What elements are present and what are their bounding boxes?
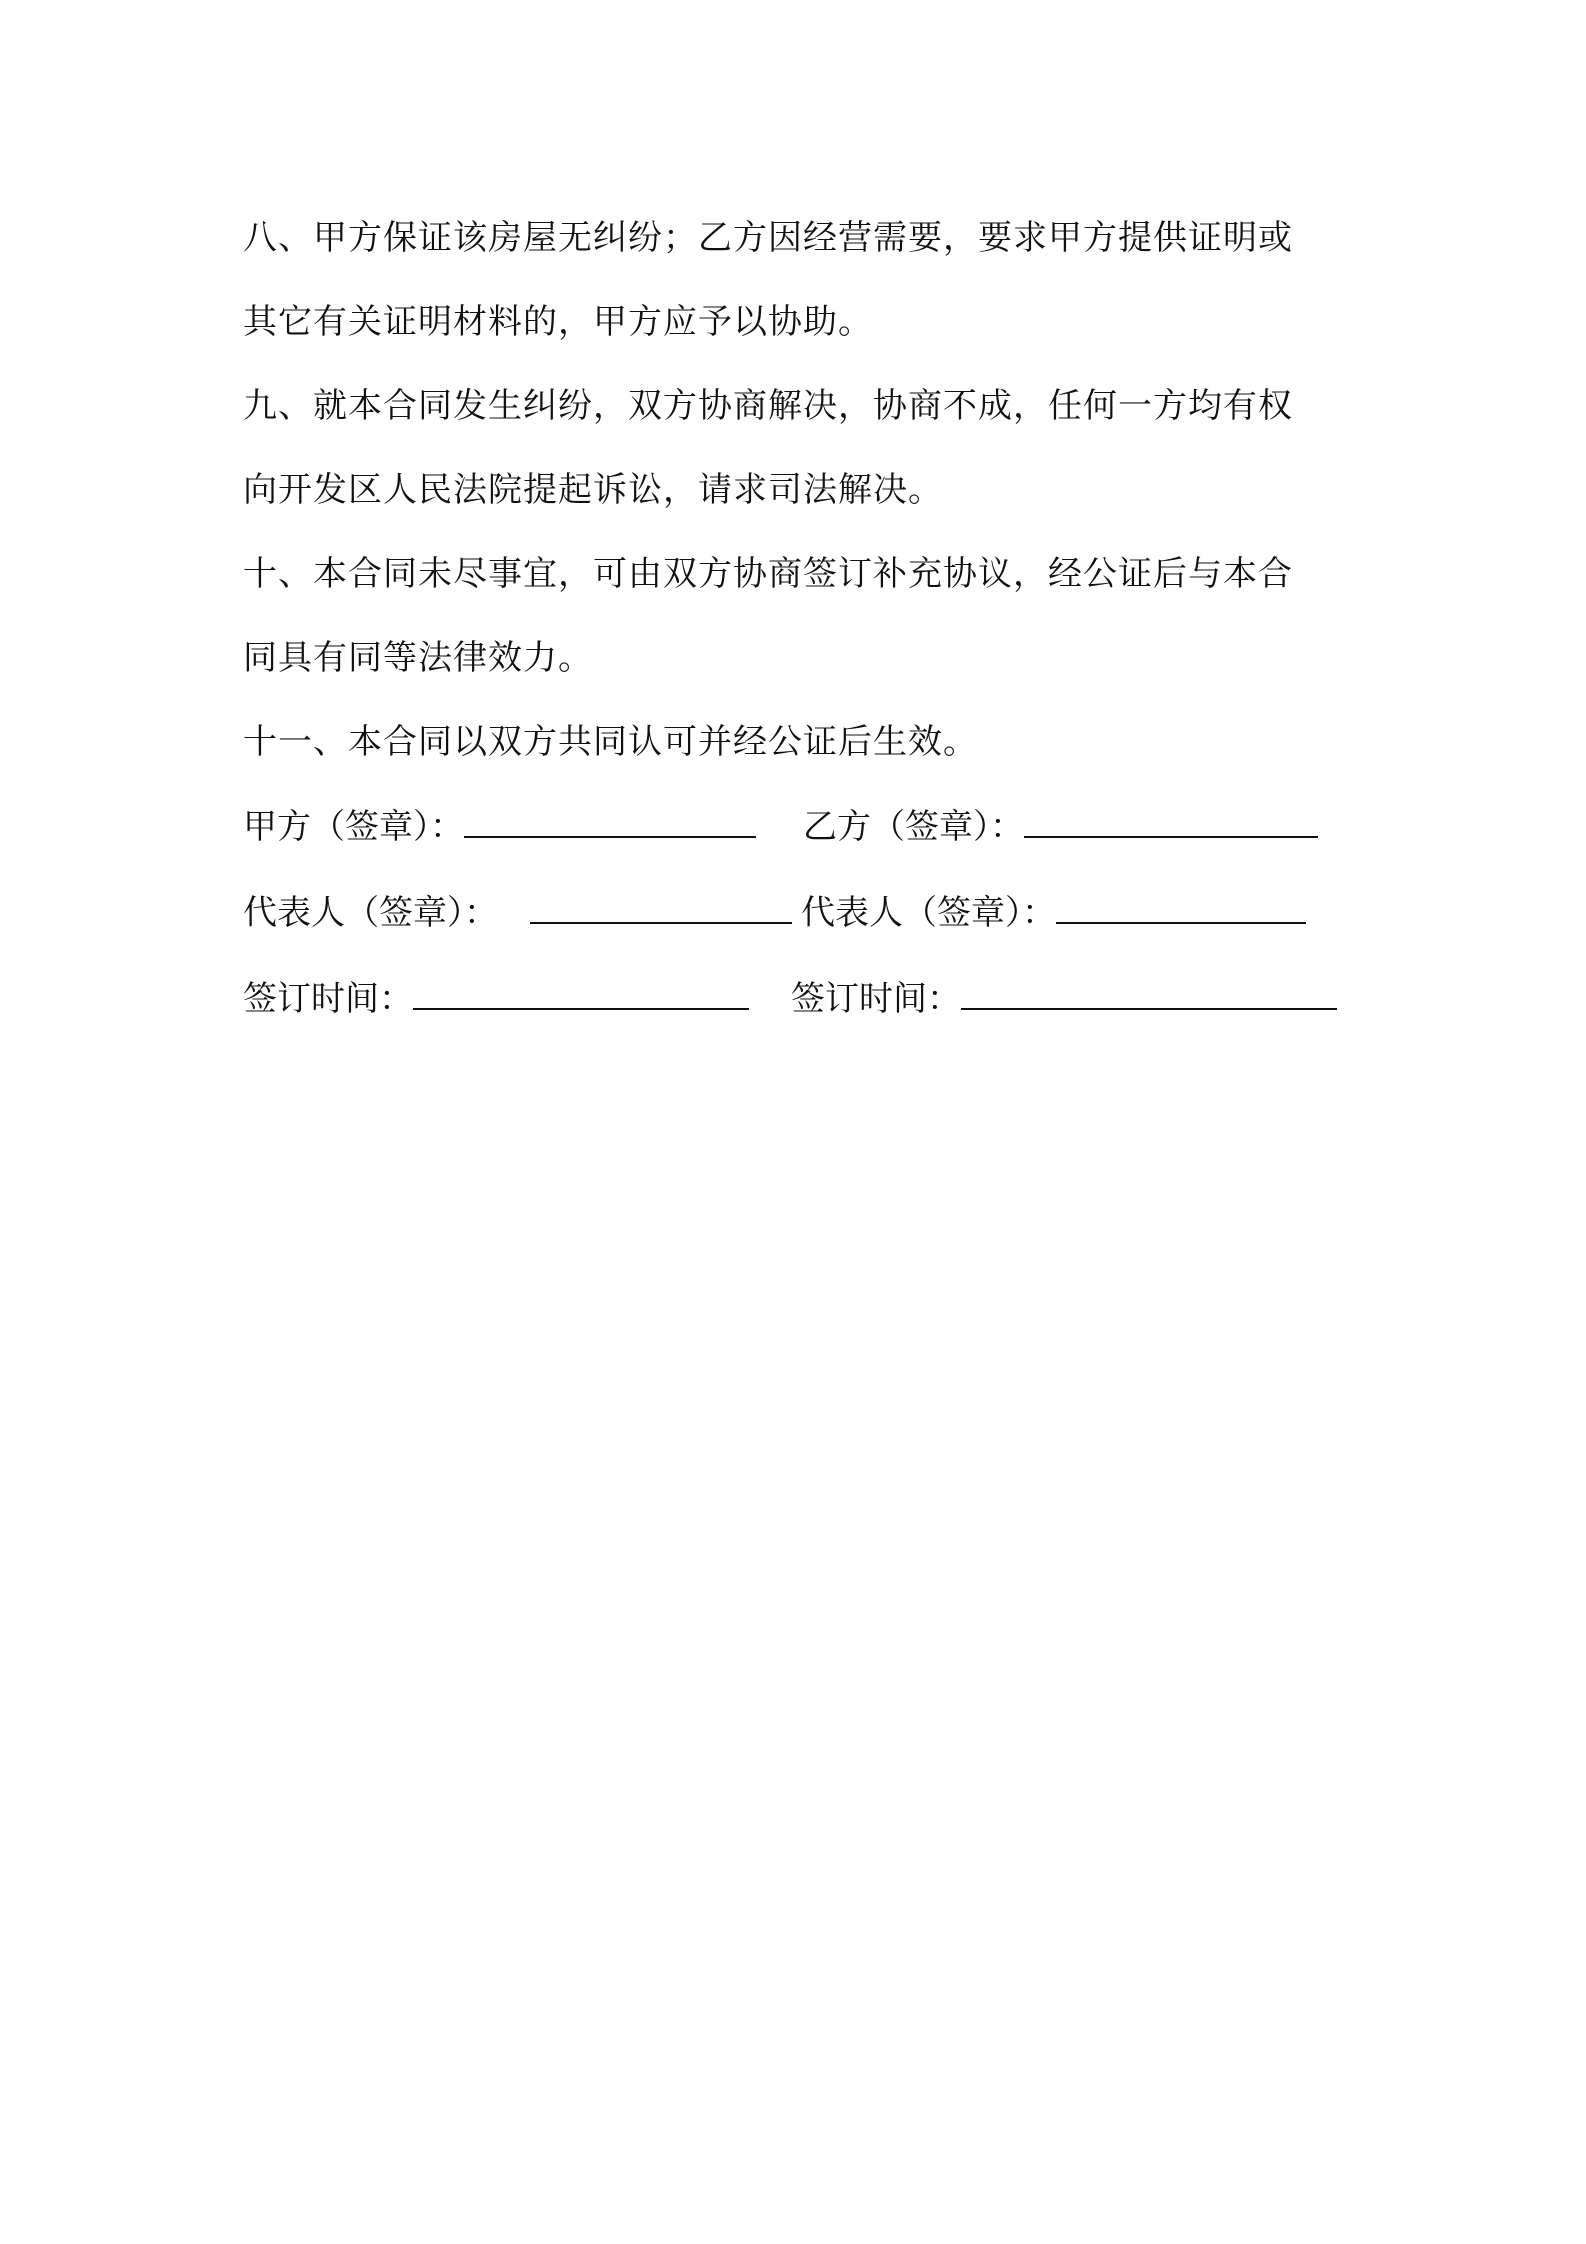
party-b-signature xyxy=(803,784,1355,870)
clause-8-line-1: 八、甲方保证该房屋无纠纷；乙方因经营需要，要求甲方提供证明或 xyxy=(243,218,1293,258)
signature-block xyxy=(243,784,1355,1042)
date-b-signature xyxy=(791,956,1355,1042)
clause-11 xyxy=(243,700,1355,784)
rep-b-signature xyxy=(801,870,1355,956)
party-b-blank[interactable] xyxy=(1024,810,1318,838)
clause-11-line-1: 十一、本合同以双方共同认可并经公证后生效。 xyxy=(243,722,978,762)
clause-9 xyxy=(243,364,1355,532)
date-a-blank[interactable] xyxy=(413,982,749,1010)
clause-10-line-1: 十、本合同未尽事宜，可由双方协商签订补充协议，经公证后与本合 xyxy=(243,554,1293,594)
party-a-label: 甲方（签章）： xyxy=(243,807,464,847)
clause-9-line-1: 九、就本合同发生纠纷，双方协商解决，协商不成，任何一方均有权 xyxy=(243,386,1293,426)
rep-a-label: 代表人（签章）： xyxy=(243,893,498,933)
clause-8-line-2: 其它有关证明材料的，甲方应予以协助。 xyxy=(243,302,873,342)
signature-row-date xyxy=(243,956,1355,1042)
rep-a-signature xyxy=(243,870,803,956)
clause-10 xyxy=(243,532,1355,700)
rep-a-blank[interactable] xyxy=(530,896,792,924)
date-b-blank[interactable] xyxy=(961,982,1337,1010)
party-a-blank[interactable] xyxy=(464,810,756,838)
party-a-signature xyxy=(243,784,803,870)
signature-row-representative xyxy=(243,870,1355,956)
signature-row-party xyxy=(243,784,1355,870)
rep-b-label: 代表人（签章）： xyxy=(801,893,1056,933)
date-a-label: 签订时间： xyxy=(243,979,413,1019)
rep-b-blank[interactable] xyxy=(1056,896,1306,924)
clause-10-line-2: 同具有同等法律效力。 xyxy=(243,638,593,678)
date-b-label: 签订时间： xyxy=(791,979,961,1019)
clause-9-line-2: 向开发区人民法院提起诉讼，请求司法解决。 xyxy=(243,470,943,510)
clause-8 xyxy=(243,196,1355,364)
date-a-signature xyxy=(243,956,803,1042)
document-body xyxy=(243,196,1355,1042)
party-b-label: 乙方（签章）： xyxy=(803,807,1024,847)
